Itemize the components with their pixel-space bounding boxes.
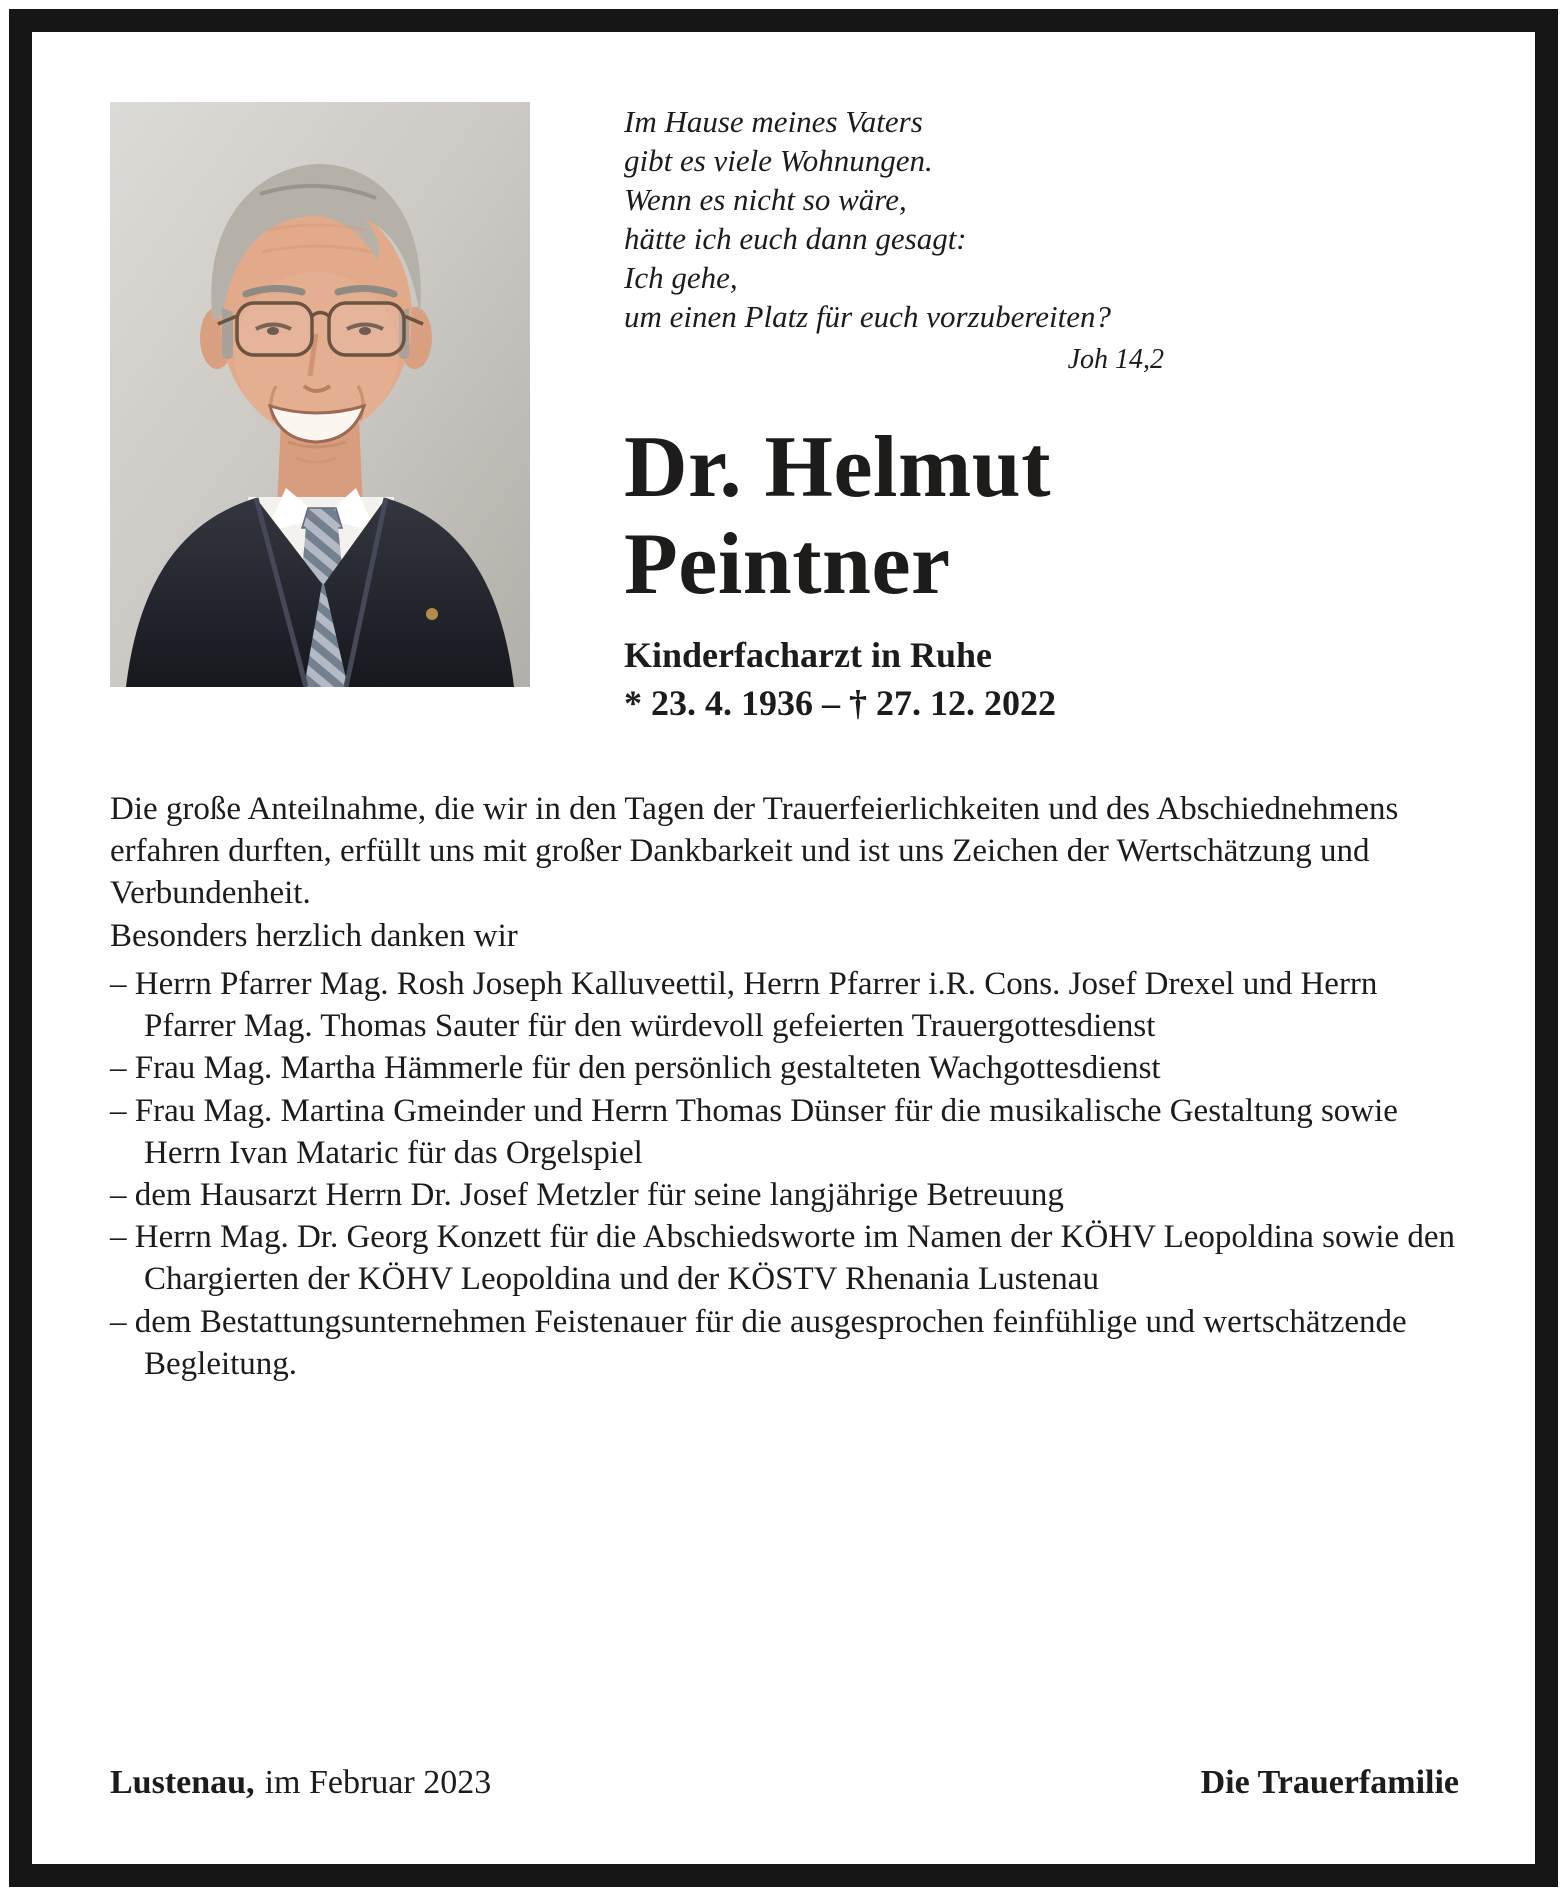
signature: Die Trauerfamilie xyxy=(1200,1764,1459,1801)
thanks-item: – Frau Mag. Martha Hämmerle für den persönlich gestalteten Wachgottesdienst xyxy=(110,1047,1459,1089)
place-label: Lustenau, xyxy=(110,1764,255,1801)
quote-line: Im Hause meines Vaters xyxy=(624,104,923,139)
obituary-card xyxy=(9,9,1558,1887)
portrait-photo xyxy=(110,102,530,687)
deceased-name xyxy=(624,420,1459,614)
quote-line: Ich gehe, xyxy=(624,260,738,296)
body-section xyxy=(110,788,1459,1385)
thanks-item: – Herrn Pfarrer Mag. Rosh Joseph Kalluveettil, Herrn Pfarrer i.R. Cons. Josef Drexel und Herrn Pfarrer Mag. Thomas Sauter für den würdevoll gefeierten Trauergottesdienst xyxy=(110,963,1459,1047)
thanks-item: – dem Hausarzt Herrn Dr. Josef Metzler für seine langjährige Betreuung xyxy=(110,1174,1459,1216)
deceased-name-line2: Peintner xyxy=(624,516,951,614)
header-section xyxy=(110,102,1459,724)
place-and-date xyxy=(110,1764,491,1802)
header-text-column xyxy=(624,102,1459,724)
quote-line: Wenn es nicht so wäre, xyxy=(624,182,907,218)
thanks-paragraph: Die große Anteilnahme, die wir in den Tagen der Trauerfeierlichkeiten und des Abschiednehmens erfahren durften, erfüllt uns mit großer Dankbarkeit und ist uns Zeichen der Wertschätzung und Verbundenheit. xyxy=(110,790,1399,912)
thanks-item: – Herrn Mag. Dr. Georg Konzett für die Abschiedsworte im Namen der KÖHV Leopoldina sowie den Chargierten der KÖHV Leopoldina und der KÖSTV Rhenania Lustenau xyxy=(110,1216,1459,1300)
date-label: im Februar 2023 xyxy=(264,1764,492,1801)
deceased-dates: * 23. 4. 1936 – † 27. 12. 2022 xyxy=(624,682,1056,723)
portrait-illustration xyxy=(110,102,530,687)
thanks-list xyxy=(110,963,1459,1385)
footer xyxy=(110,1764,1459,1802)
deceased-name-line1: Dr. Helmut xyxy=(624,419,1052,517)
bible-quote xyxy=(624,102,1164,336)
quote-reference: Joh 14,2 xyxy=(1067,344,1164,376)
thanks-item: – dem Bestattungsunternehmen Feistenauer für die ausgesprochen feinfühlige und wertschätzende Begleitung. xyxy=(110,1301,1459,1385)
thanks-intro: Besonders herzlich danken wir xyxy=(110,917,518,954)
quote-line: gibt es viele Wohnungen. xyxy=(624,143,933,179)
deceased-profession: Kinderfacharzt in Ruhe xyxy=(624,634,992,675)
quote-line: hätte ich euch dann gesagt: xyxy=(624,221,967,257)
quote-line: um einen Platz für euch vorzubereiten? xyxy=(624,299,1111,335)
thanks-item: – Frau Mag. Martina Gmeinder und Herrn Thomas Dünser für die musikalische Gestaltung sowie Herrn Ivan Mataric für das Orgelspiel xyxy=(110,1090,1459,1174)
